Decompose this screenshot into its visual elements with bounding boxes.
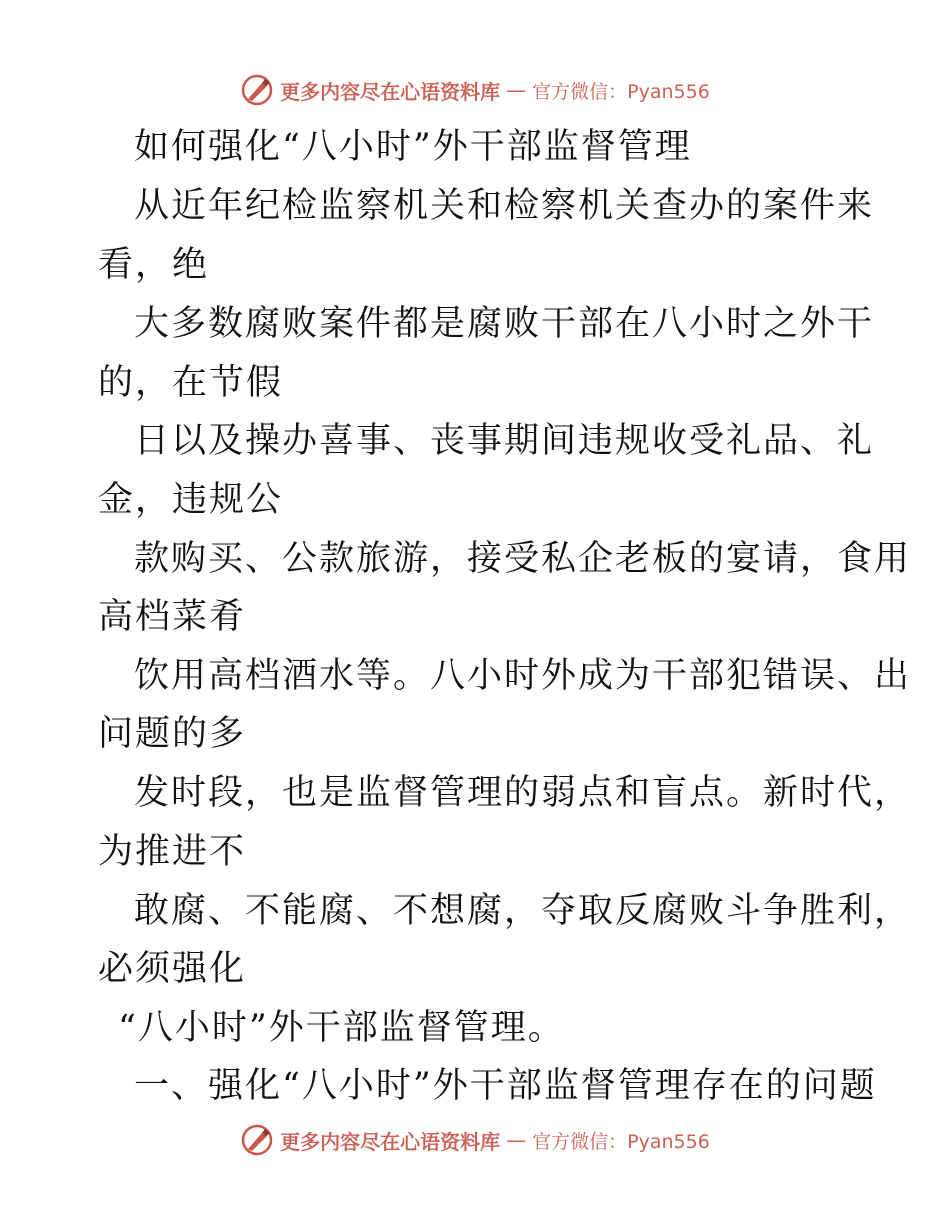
paragraph-line: 问题的多 [98, 714, 247, 754]
watermark-separator: — [506, 78, 527, 102]
watermark-separator: — [506, 1128, 527, 1152]
paragraph-line: 日以及操办喜事、丧事期间违规收受礼品、礼 [134, 421, 875, 461]
watermark-wechat: 官方微信：Pyan556 [532, 1130, 710, 1153]
paragraph-line: 饮用高档酒水等。八小时外成为干部犯错误、出 [134, 656, 912, 696]
paragraph-line: 高档菜肴 [98, 597, 247, 637]
watermark-text: 更多内容尽在心语资料库 [280, 1129, 501, 1154]
pen-logo-icon [240, 1123, 274, 1157]
document-title: 如何强化“八小时”外干部监督管理 [134, 127, 692, 167]
paragraph-line: 大多数腐败案件都是腐败干部在八小时之外干 [134, 304, 875, 344]
paragraph-line: 敢腐、不能腐、不想腐，夺取反腐败斗争胜利， [134, 891, 912, 931]
watermark-group [240, 73, 710, 107]
paragraph-line: 必须强化 [98, 949, 247, 989]
watermark-group [240, 1123, 710, 1157]
paragraph-line: 为推进不 [98, 832, 247, 872]
footer-watermark [0, 1120, 950, 1160]
paragraph-line: 款购买、公款旅游，接受私企老板的宴请，食用 [134, 539, 912, 579]
paragraph-line: 发时段，也是监督管理的弱点和盲点。新时代， [134, 773, 912, 813]
pen-logo-icon [240, 73, 274, 107]
paragraph-line: 金，违规公 [98, 480, 284, 520]
header-watermark [0, 70, 950, 110]
watermark-text: 更多内容尽在心语资料库 [280, 79, 501, 104]
watermark-wechat: 官方微信：Pyan556 [532, 80, 710, 103]
paragraph-line: 从近年纪检监察机关和检察机关查办的案件来 [134, 186, 875, 226]
paragraph-line: 看，绝 [98, 245, 210, 285]
paragraph-line: 的，在节假 [98, 363, 284, 403]
paragraph-line: “八小时”外干部监督管理。 [118, 1008, 565, 1048]
section-heading: 一、强化“八小时”外干部监督管理存在的问题 [134, 1066, 877, 1106]
